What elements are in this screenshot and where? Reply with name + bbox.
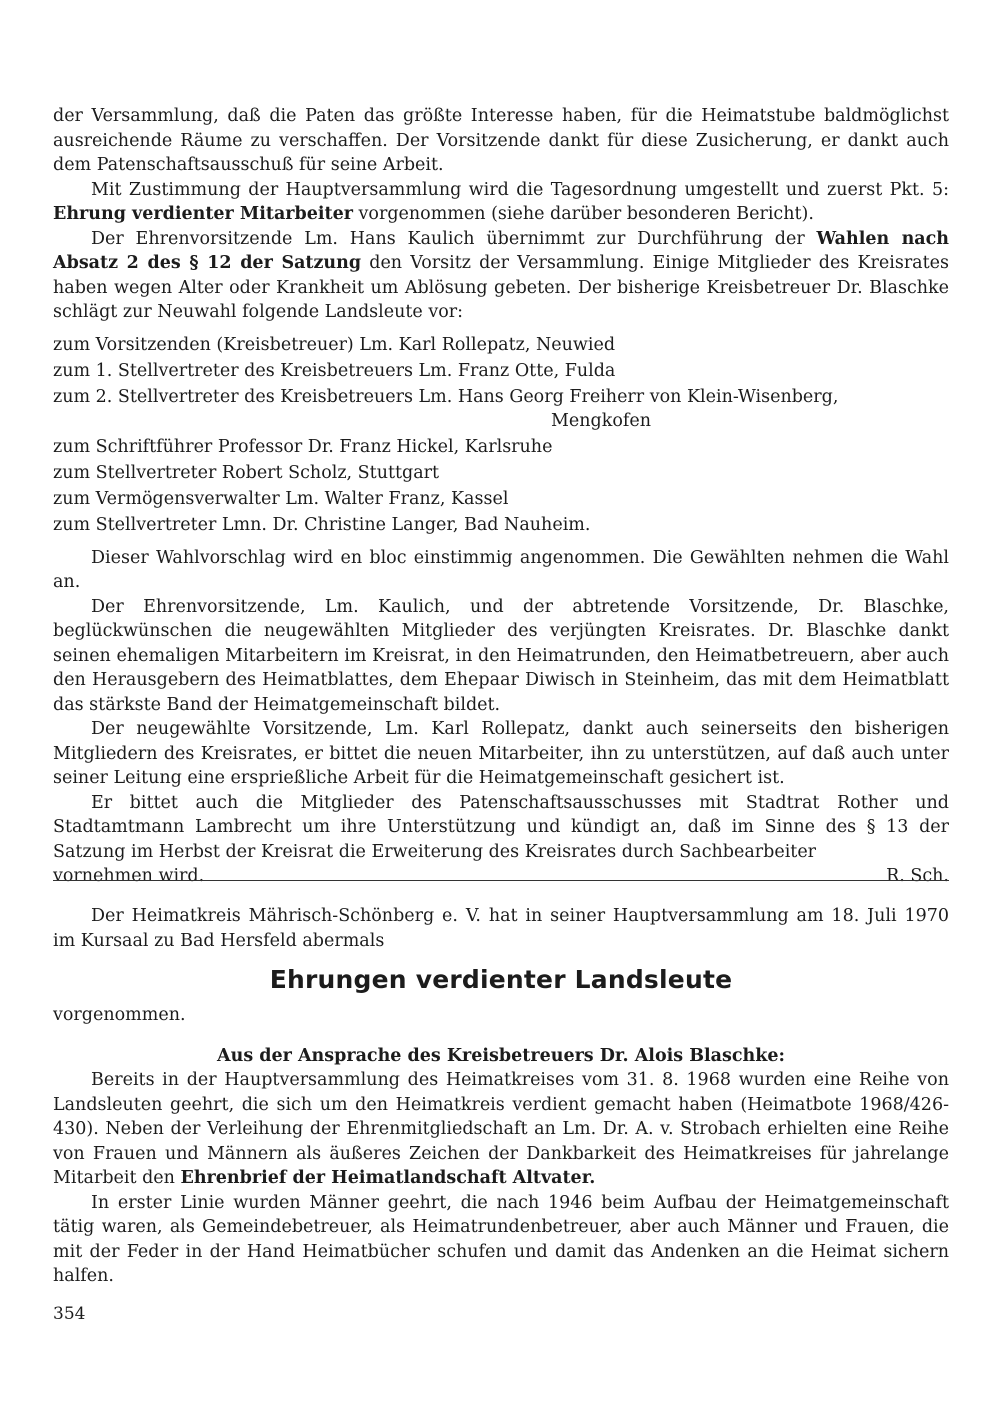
list-item: zum 2. Stellvertreter des Kreisbetreuers Lm. Hans Georg Freiherr von Klein-Wisenberg, [53,386,839,407]
list-item: zum Stellvertreter Lmn. Dr. Christine Langer, Bad Nauheim. [53,515,591,535]
closing-line [53,864,949,889]
section-divider [53,880,949,881]
paragraph-7: Er bittet auch die Mitglieder des Patenschaftsausschusses mit Stadtrat Rother und Stadtamtmann Lambrecht um ihre Unterstützung und kündigt an, daß im Sinne des § 13 der Satzung im Herbst der Kreisrat die Erweiterung des Kreisrates durch Sachbearbeiter [53,792,949,862]
paragraph-5: Der Ehrenvorsitzende, Lm. Kaulich, und der abtretende Vorsitzende, Dr. Blaschke, beglückwünschen die neugewählten Mitglieder des verjüngten Kreisrates. Dr. Blaschke dankt seinen ehemaligen Mitarbeitern im Kreisrat, in den Heimatrunden, den Heimatbetreuern, aber auch den Herausgebern des Heimatblattes, dem Ehepaar Diwisch in Steinheim, das mit dem Heimatblatt das stärkste Band der Heimatgemeinschaft bildet. [53,596,949,715]
signature: R. Sch. [886,866,949,886]
paragraph-4: Dieser Wahlvorschlag wird en bloc einstimmig angenommen. Die Gewählten nehmen die Wahl an. [53,547,949,592]
speech-subheading: Aus der Ansprache des Kreisbetreuers Dr. Alois Blaschke: [217,1045,785,1066]
after-headline-text: vorgenommen. [53,1005,186,1025]
page-number: 354 [53,1304,86,1324]
bold-agenda-item: Ehrung verdienter Mitarbeiter [53,204,353,224]
section-honours [53,904,949,1289]
bold-honour-letter: Ehrenbrief der Heimatlandschaft Altvater. [180,1168,596,1188]
paragraph-2: Mit Zustimmung der Hauptversammlung wird die Tagesordnung umgestellt und zuerst Pkt. 5: Ehrung verdienter Mitarbeiter vorgenommen (siehe darüber besonderen Bericht). [53,179,949,224]
paragraph-1: der Versammlung, daß die Paten das größte Interesse haben, für die Heimatstube baldmöglichst ausreichende Räume zu verschaffen. Der Vorsitzende dankt für diese Zusicherung, er dankt auch dem Patenschaftsausschuß für seine Arbeit. [53,106,949,175]
list-item: zum Stellvertreter Robert Scholz, Stuttgart [53,463,440,483]
paragraph-6: Der neugewählte Vorsitzende, Lm. Karl Rollepatz, dankt auch seinerseits den bisherigen Mitgliedern des Kreisrates, er bittet die neuen Mitarbeiter, ihn zu unterstützen, auf daß auch unter seiner Leitung eine ersprießliche Arbeit für die Heimatgemeinschaft gesichert ist. [53,719,949,788]
list-item: zum Schriftführer Professor Dr. Franz Hickel, Karlsruhe [53,437,553,457]
paragraph-3: Der Ehrenvorsitzende Lm. Hans Kaulich übernimmt zur Durchführung der Wahlen nach Absatz 2 des § 12 der Satzung den Vorsitz der Versammlung. Einige Mitglieder des Kreisrates haben wegen Alter oder Krankheit um Ablösung gebeten. Der bisherige Kreisbetreuer Dr. Blaschke schlägt zur Neuwahl folgende Landsleute vor: [53,228,950,322]
list-item: zum Vorsitzenden (Kreisbetreuer) Lm. Karl Rollepatz, Neuwied [53,334,616,355]
section-minutes [53,104,949,889]
article-headline: Ehrungen verdienter Landsleute [269,965,733,994]
speech-paragraph-1: Bereits in der Hauptversammlung des Heimatkreises vom 31. 8. 1968 wurden eine Reihe von Landsleuten geehrt, die sich um den Heimatkreis verdient gemacht haben (Heimatbote 1968/426-430). Neben der Verleihung der Ehrenmitgliedschaft an Lm. Dr. A. v. Strobach erhielten eine Reihe von Frauen und Männern als äußeres Zeichen der Dankbarkeit des Heimatkreises für jahrelange Mitarbeit den Ehrenbrief der Heimatlandschaft Altvater. [53,1070,949,1188]
list-item-continuation: Mengkofen [551,411,651,431]
intro-paragraph: Der Heimatkreis Mährisch-Schönberg e. V. hat in seiner Hauptversammlung am 18. Juli 1970 im Kursaal zu Bad Hersfeld abermals [53,906,949,951]
bold-elections: Wahlen nach Absatz 2 des § 12 der Satzung [53,228,950,273]
paragraph-7-end: vornehmen wird. [53,866,205,886]
speech-paragraph-2: In erster Linie wurden Männer geehrt, die nach 1946 beim Aufbau der Heimatgemeinschaft tätig waren, als Gemeindebetreuer, als Heimatrundenbetreuer, aber auch Männer und Frauen, die mit der Feder in der Hand Heimatbücher schufen und damit das Andenken an die Heimat sichern halfen. [53,1192,949,1286]
list-item: zum 1. Stellvertreter des Kreisbetreuers Lm. Franz Otte, Fulda [53,360,616,381]
list-item: zum Vermögensverwalter Lm. Walter Franz, Kassel [53,489,509,509]
nomination-list [53,333,949,538]
